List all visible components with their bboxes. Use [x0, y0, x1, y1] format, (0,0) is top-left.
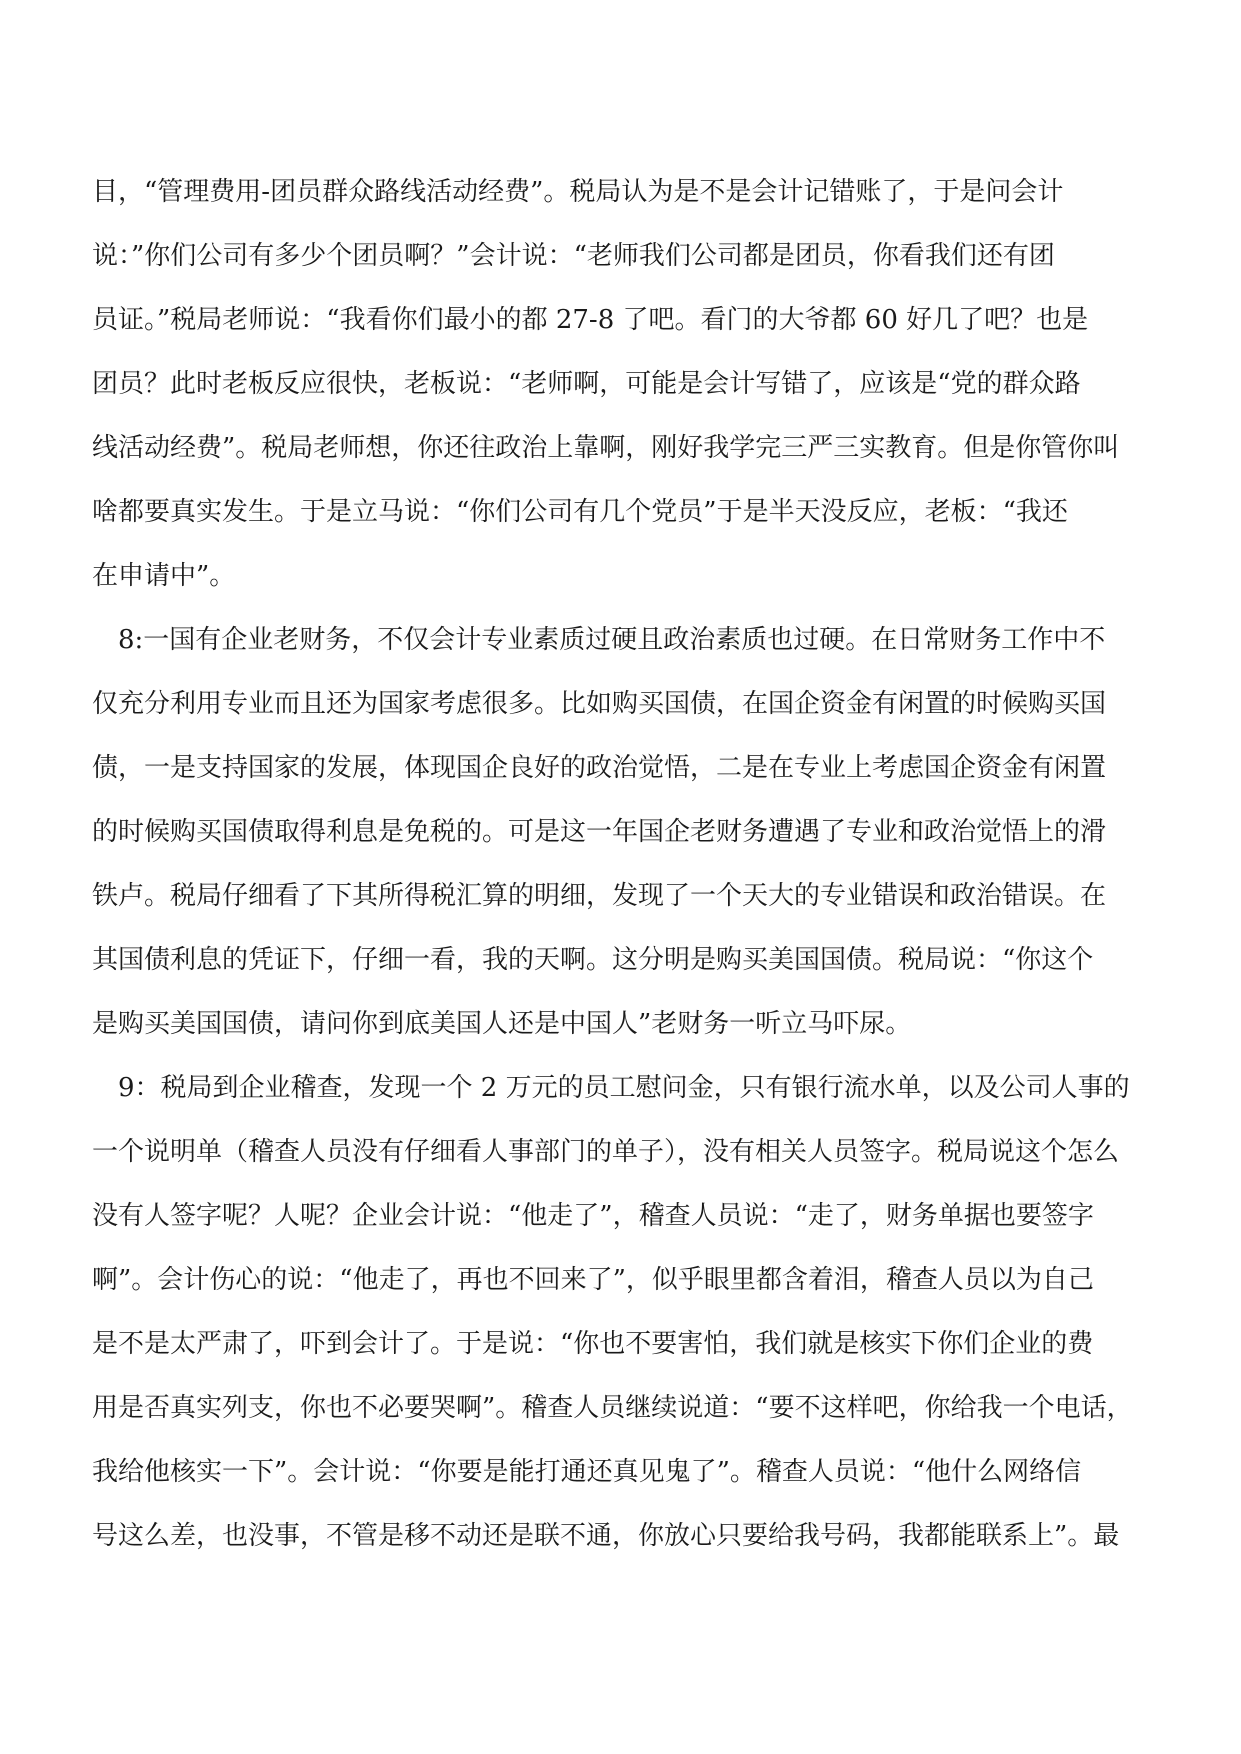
- paragraph-9-line-3: 没有人签字呢？人呢？企业会计说：“他走了”，稽查人员说：“走了，财务单据也要签字: [92, 1201, 1094, 1231]
- text-line-4: 团员？此时老板反应很快，老板说：“老师啊，可能是会计写错了，应该是“党的群众路: [92, 369, 1081, 399]
- paragraph-9-line-4: 啊”。会计伤心的说：“他走了，再也不回来了”，似乎眼里都含着泪，稽查人员以为自己: [92, 1265, 1094, 1295]
- paragraph-9-line-7: 我给他核实一下”。会计说：“你要是能打通还真见鬼了”。稽查人员说：“他什么网络信: [92, 1457, 1082, 1487]
- paragraph-8-line-4: 的时候购买国债取得利息是免税的。可是这一年国企老财务遭遇了专业和政治觉悟上的滑: [92, 817, 1107, 847]
- paragraph-8-line-2: 仅充分利用专业而且还为国家考虑很多。比如购买国债，在国企资金有闲置的时候购买国: [92, 689, 1107, 719]
- text-line-7: 在申请中”。: [92, 561, 236, 591]
- paragraph-9-line-1: 9：税局到企业稽查，发现一个 2 万元的员工慰问金，只有银行流水单，以及公司人事的: [118, 1073, 1130, 1103]
- paragraph-9-line-6: 用是否真实列支，你也不必要哭啊”。稽查人员继续说道：“要不这样吧，你给我一个电话，: [92, 1393, 1133, 1423]
- paragraph-8-line-7: 是购买美国国债，请问你到底美国人还是中国人”老财务一听立马吓尿。: [92, 1009, 912, 1039]
- paragraph-8-line-3: 债，一是支持国家的发展，体现国企良好的政治觉悟，二是在专业上考虑国企资金有闲置: [92, 753, 1107, 783]
- text-line-1: 目，“管理费用-团员群众路线活动经费”。税局认为是不是会计记错账了，于是问会计: [92, 177, 1064, 207]
- paragraph-9-line-5: 是不是太严肃了，吓到会计了。于是说：“你也不要害怕，我们就是核实下你们企业的费: [92, 1329, 1094, 1359]
- text-line-3: 员证。”税局老师说：“我看你们最小的都 27-8 了吧。看门的大爷都 60 好几了吧？也是: [92, 305, 1089, 335]
- text-line-2: 说：”你们公司有多少个团员啊？”会计说：“老师我们公司都是团员，你看我们还有团: [92, 241, 1055, 271]
- paragraph-9-line-2: 一个说明单（稽查人员没有仔细看人事部门的单子），没有相关人员签字。税局说这个怎么: [92, 1137, 1120, 1167]
- text-line-6: 啥都要真实发生。于是立马说：“你们公司有几个党员”于是半天没反应，老板：“我还: [92, 497, 1068, 527]
- text-line-5: 线活动经费”。税局老师想，你还往政治上靠啊，刚好我学完三严三实教育。但是你管你叫: [92, 433, 1120, 463]
- paragraph-8-line-6: 其国债利息的凭证下，仔细一看，我的天啊。这分明是购买美国国债。税局说：“你这个: [92, 945, 1094, 975]
- document-body: [92, 160, 1152, 1568]
- paragraph-8-line-5: 铁卢。税局仔细看了下其所得税汇算的明细，发现了一个天大的专业错误和政治错误。在: [92, 881, 1107, 911]
- paragraph-8-line-1: 8:一国有企业老财务，不仅会计专业素质过硬且政治素质也过硬。在日常财务工作中不: [118, 625, 1106, 655]
- paragraph-9-line-8: 号这么差，也没事，不管是移不动还是联不通，你放心只要给我号码，我都能联系上”。最: [92, 1521, 1120, 1551]
